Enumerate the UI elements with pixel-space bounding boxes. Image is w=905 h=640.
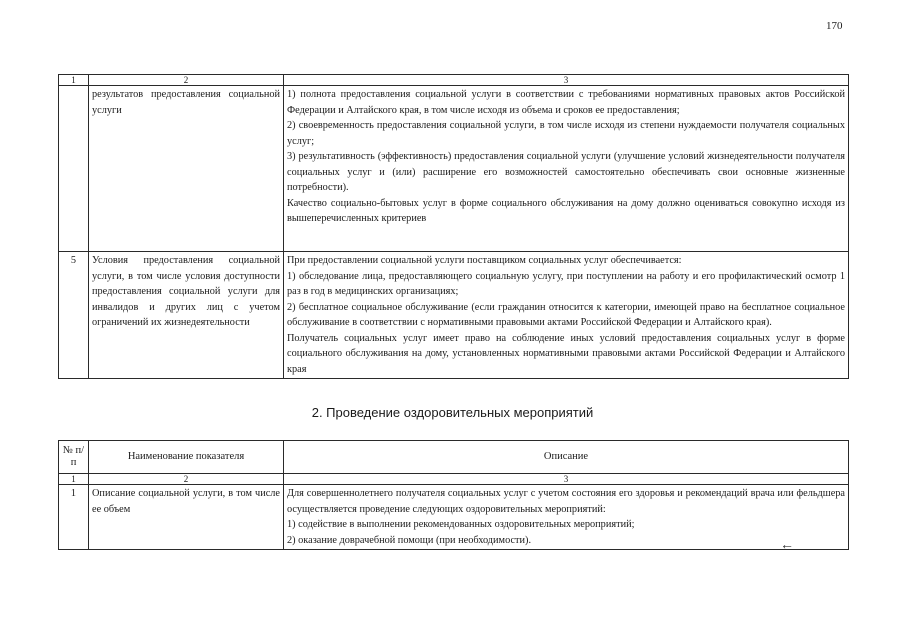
indicator-name: результатов предоставления социальной услуги (89, 86, 284, 252)
description-paragraph: Для совершеннолетнего получателя социальных услуг с учетом состояния его здоровья и рекомендаций врача или фельдшера осуществляется проведение следующих оздоровительных мероприятий: (287, 488, 845, 515)
column-header-number: № п/п (59, 441, 89, 474)
col-number-2: 2 (89, 474, 284, 485)
column-header-name: Наименование показателя (89, 441, 284, 474)
table-row (59, 485, 849, 550)
indicator-description (284, 485, 849, 550)
description-paragraph: Качество социально-бытовых услуг в форме социального обслуживания на дому должно оцениваться совокупно исходя из вышеперечисленных критериев (287, 197, 845, 224)
description-paragraph: 2) бесплатное социальное обслуживание (если гражданин относится к категории, имеющей право на бесплатное социальное обслуживание в соответствии с нормативными правовыми актами Российской Федерации и Алтайского края). (287, 301, 845, 328)
indicator-name: Условия предоставления социальной услуги, в том числе условия доступности предоставления социальной услуги для инвалидов и других лиц с учетом ограничений их жизнедеятельности (89, 252, 284, 379)
description-paragraph: 2) своевременность предоставления социальной услуги, в том числе исходя из степени нуждаемости получателя социальных услуг; (287, 120, 845, 147)
col-number-1: 1 (59, 474, 89, 485)
arrow-left-icon: ← (780, 538, 794, 553)
column-number-row (59, 474, 849, 485)
column-number-row (59, 75, 849, 86)
description-paragraph: 2) оказание доврачебной помощи (при необходимости). (287, 534, 532, 546)
health-measures-table (58, 440, 849, 550)
description-paragraph: При предоставлении социальной услуги поставщиком социальных услуг обеспечивается: (287, 255, 682, 266)
column-header-description: Описание (284, 441, 849, 474)
description-paragraph: 1) полнота предоставления социальной услуги в соответствии с требованиями нормативных правовых актов Российской Федерации и Алтайского края, в том числе исходя из объема и сроков ее предоставления; (287, 89, 845, 116)
table-header-row (59, 441, 849, 474)
col-number-1: 1 (59, 75, 89, 86)
row-number: 5 (59, 252, 89, 379)
page-number: 170 (826, 20, 843, 32)
description-paragraph: 1) содействие в выполнении рекомендованных оздоровительных мероприятий; (287, 519, 635, 530)
description-paragraph: 3) результативность (эффективность) предоставления социальной услуги (улучшение условий жизнедеятельности получателя социальных услуг и (или) расширение его возможностей самостоятельно обеспечивать свои основные жизненные потребности). (287, 151, 845, 193)
indicator-name: Описание социальной услуги, в том числе ее объем (89, 485, 284, 550)
description-paragraph: 1) обследование лица, предоставляющего социальную услугу, при поступлении на работу и его профилактический осмотр 1 раз в год в медицинских организациях; (287, 270, 845, 297)
table-row (59, 86, 849, 252)
row-number (59, 86, 89, 252)
section-title: 2. Проведение оздоровительных мероприятий (311, 405, 594, 420)
indicator-description (284, 252, 849, 379)
description-paragraph: Получатель социальных услуг имеет право на соблюдение иных условий предоставления социальных услуг в форме социального обслуживания на дому, установленных нормативными правовыми актами Российской Федерации и Алтайского края (287, 332, 845, 375)
services-table-continued (58, 74, 849, 379)
col-number-2: 2 (89, 75, 284, 86)
indicator-description (284, 86, 849, 252)
table-row (59, 252, 849, 379)
col-number-3: 3 (284, 75, 849, 86)
col-number-3: 3 (284, 474, 849, 485)
row-number: 1 (59, 485, 89, 550)
